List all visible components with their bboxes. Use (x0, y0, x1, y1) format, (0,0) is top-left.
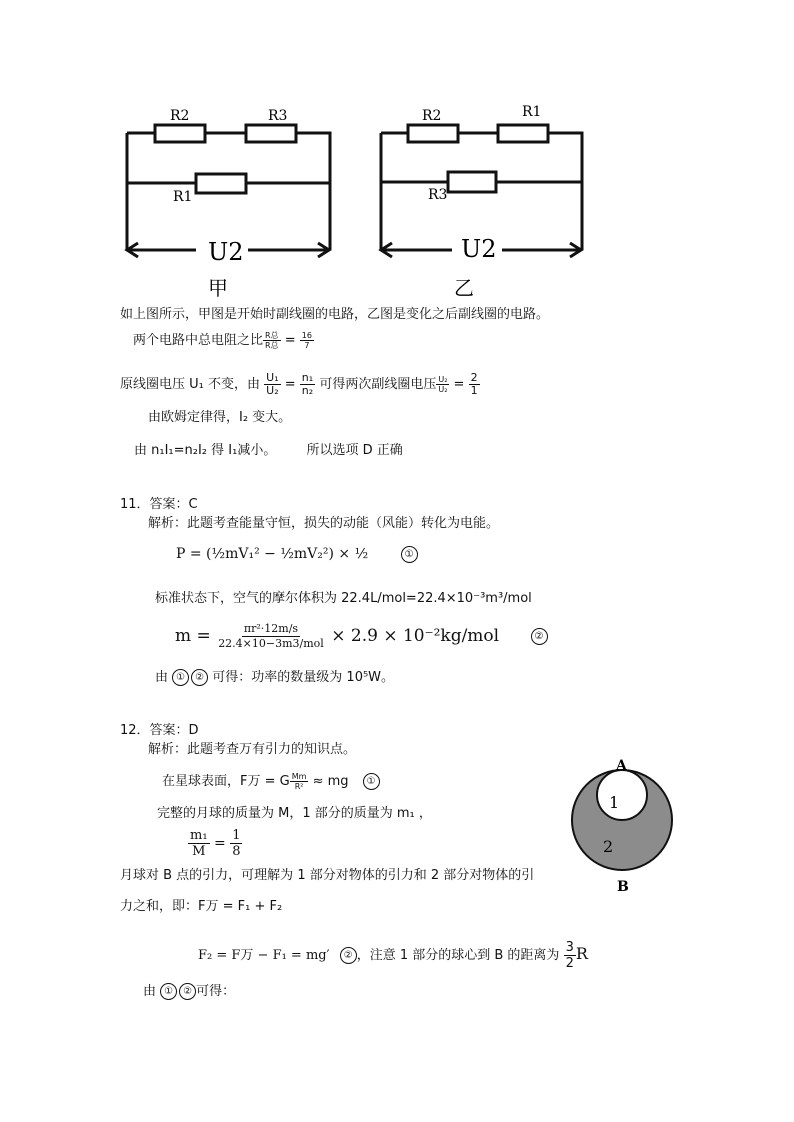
label-r1: R1 (522, 104, 542, 120)
moon-diagram (565, 756, 680, 896)
resistor-r2 (155, 125, 205, 142)
frac-den: R总 (265, 341, 279, 350)
q11-conclusion (155, 669, 394, 687)
resistor-r1 (196, 174, 246, 193)
q11-eq2-lhs: m = (175, 626, 211, 646)
frac-den: M (192, 844, 206, 859)
frac-den: U₂ (266, 384, 279, 397)
q11-eq2-rhs: × 2.9 × 10⁻²kg/mol (331, 626, 500, 646)
part1-label: 1 (609, 793, 620, 812)
equation-mark-2: ② (340, 947, 357, 964)
explain-line3-mid: 可得两次副线圈电压 (319, 377, 437, 392)
label-r3: R3 (428, 187, 448, 203)
q11-eq2 (175, 622, 548, 651)
mass-ratio-fraction (188, 828, 210, 859)
frac-num: 1 (232, 828, 241, 843)
q12-final-pre: 由 (143, 984, 157, 999)
frac-num: Mm (291, 772, 307, 781)
explain-line3 (120, 372, 480, 397)
q12-ratio (188, 828, 242, 859)
label-u2: U2 (461, 235, 497, 263)
frac-num: 16 (301, 331, 312, 340)
frac-den: U₂ (438, 385, 448, 394)
equation-mark-1: ① (401, 546, 418, 563)
explain-line5 (134, 442, 403, 460)
equals: = (214, 835, 226, 852)
explain-line4: 由欧姆定律得，I₂ 变大。 (148, 410, 292, 425)
equation-mark-2: ② (531, 628, 548, 645)
secondary-voltage-fraction (436, 375, 449, 394)
mass-ratio-value (230, 828, 242, 859)
q11-conc-pre: 由 (155, 670, 169, 685)
frac-den: 7 (304, 341, 310, 350)
point-b-label: B (617, 879, 629, 895)
frac-den: 22.4×10−3m3/mol (218, 637, 324, 650)
frac-num: m₁ (190, 828, 208, 843)
q12-eq3-text: F₂ = F万 − F₁ = mg′ (198, 948, 330, 963)
explain-line2-text: 两个电路中总电阻之比 (133, 333, 264, 348)
explain-line1: 如上图所示，甲图是开始时副线圈的电路，乙图是变化之后副线圈的电路。 (120, 307, 550, 322)
moon-cavity-part1 (597, 770, 647, 820)
q11-eq1-text: P = (½mV₁² − ½mV₂²) × ½ (176, 546, 369, 562)
q11-eq2-fraction (216, 622, 326, 651)
q11-conc-post: 可得：功率的数量级为 10⁵W。 (212, 670, 395, 685)
q11-std: 标准状态下，空气的摩尔体积为 22.4L/mol=22.4×10⁻³m³/mol (155, 591, 532, 606)
label-u2: U2 (208, 238, 244, 266)
equation-mark-1: ① (160, 983, 177, 1000)
q12-eq1-post: ≈ mg (312, 774, 349, 789)
explain-line5-a: 由 n₁I₁=n₂I₂ 得 I₁减小。 (134, 443, 277, 458)
frac-den: 1 (470, 384, 478, 397)
frac-den: 8 (232, 844, 241, 859)
frac-num: U₁ (266, 371, 279, 384)
q12-para-a: 月球对 B 点的引力，可理解为 1 部分对物体的引力和 2 部分对物体的引 (120, 868, 535, 883)
equation-mark-1: ① (172, 669, 189, 686)
ratio-value-fraction (300, 331, 314, 350)
q12-analysis: 解析：此题考查万有引力的知识点。 (148, 742, 357, 757)
resistor-r1 (498, 125, 548, 142)
q12-eq3-note: ，注意 1 部分的球心到 B 的距离为 (356, 948, 560, 963)
resistor-r3 (448, 172, 496, 192)
equals: = (284, 333, 296, 348)
equation-mark-1: ① (363, 773, 380, 790)
label-r2: R2 (422, 108, 442, 124)
frac-num: n₁ (301, 371, 314, 384)
equals: = (284, 377, 296, 392)
frac-num: 3 (565, 940, 574, 955)
label-r2: R2 (170, 108, 190, 124)
explain-line3-text: 原线圈电压 U₁ 不变，由 (120, 377, 260, 392)
label-r3: R3 (268, 108, 288, 124)
q12-eq1-fraction (290, 772, 309, 791)
q12-mass-line: 完整的月球的质量为 M，1 部分的质量为 m₁ ， (157, 806, 432, 821)
frac-den: 2 (565, 956, 574, 971)
q12-eq1 (162, 772, 380, 791)
frac-num: R总 (265, 331, 279, 340)
q11-eq1 (176, 545, 418, 563)
voltage-ratio-fraction (264, 372, 280, 397)
q12-heading: 12．答案：D (120, 723, 199, 738)
q12-eq1-pre: 在星球表面，F万 = G (162, 774, 290, 789)
q11-analysis: 解析：此题考查能量守恒，损失的动能（风能）转化为电能。 (148, 516, 500, 531)
equation-mark-2: ② (179, 983, 196, 1000)
frac-num: πr²·12m/s (243, 622, 299, 635)
equation-mark-2: ② (191, 669, 208, 686)
caption-yi: 乙 (454, 276, 474, 300)
resistor-r3 (246, 125, 296, 142)
explain-line2 (133, 331, 314, 350)
resistor-r2 (408, 125, 458, 142)
circuit-jia-diagram (118, 100, 338, 300)
turns-ratio-fraction (300, 372, 315, 397)
part2-label: 2 (603, 837, 614, 856)
frac-den: R² (294, 782, 304, 791)
resistance-ratio-fraction (263, 331, 281, 350)
caption-jia: 甲 (208, 276, 228, 300)
frac-num: 2 (470, 371, 478, 384)
q12-final (143, 983, 235, 1001)
q12-para-b: 力之和，即：F万 = F₁ + F₂ (120, 899, 283, 914)
frac-den: n₂ (301, 384, 314, 397)
equals: = (453, 377, 465, 392)
distance-fraction (564, 940, 576, 971)
q11-heading: 11．答案：C (120, 497, 198, 512)
q12-final-post: 可得： (196, 984, 236, 999)
radius-symbol: R (575, 944, 588, 963)
frac-num: U₂ (438, 375, 448, 384)
label-r1: R1 (173, 189, 193, 205)
voltage-value-fraction (469, 372, 480, 397)
explain-line5-b: 所以选项 D 正确 (306, 443, 403, 458)
point-a-label: A (616, 758, 627, 774)
circuit-yi-diagram (372, 100, 592, 300)
q12-eq3 (198, 940, 588, 971)
